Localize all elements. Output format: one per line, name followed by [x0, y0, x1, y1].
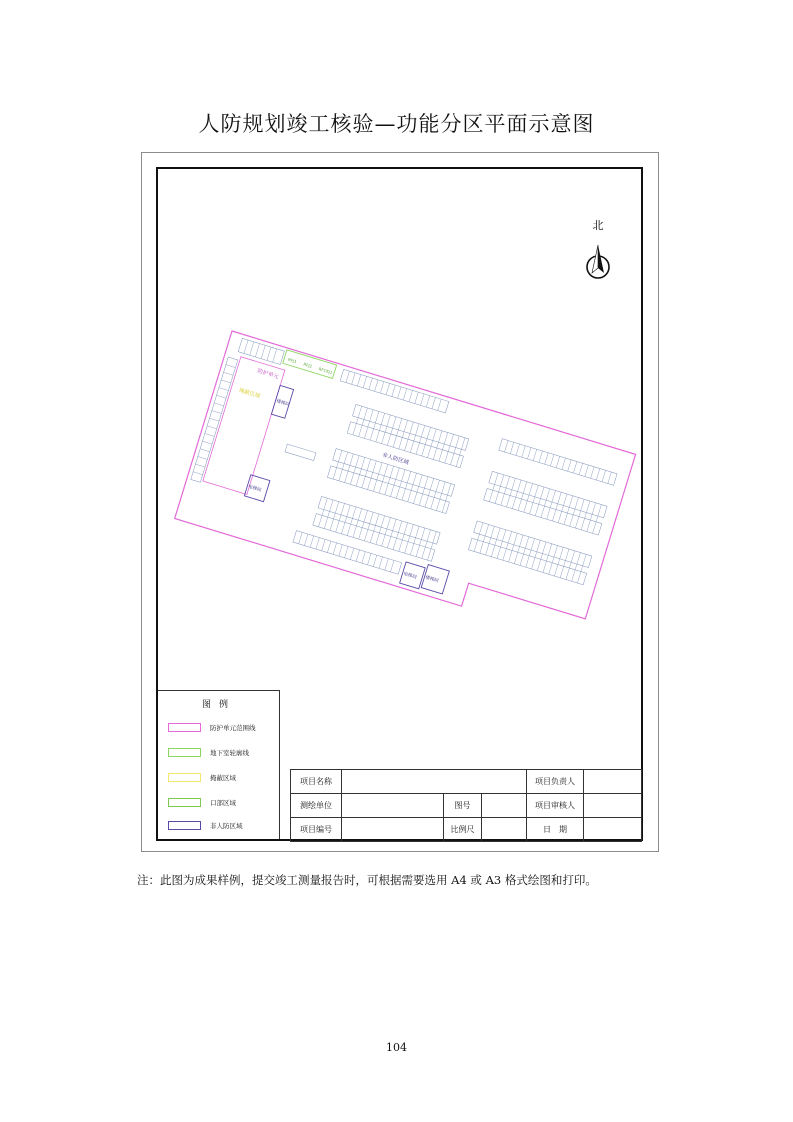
- room-rfj2-label: RFJ2: [302, 361, 313, 369]
- north-label: 北: [592, 219, 604, 232]
- footnote: 注：此图为成果样例，提交竣工测量报告时，可根据需要选用 A4 或 A3 格式绘图和打印。: [137, 873, 597, 887]
- project-no-value: [342, 818, 444, 842]
- protection-unit-boundary: [175, 331, 636, 642]
- legend-item: [168, 721, 256, 733]
- building-outline: [175, 331, 636, 642]
- room-rfj1-label: RFJ1: [287, 356, 298, 365]
- protection-unit-label: 防护单元: [256, 368, 280, 381]
- non-civil-defense-swatch: [168, 821, 201, 830]
- elevator-1-label: 电梯间: [247, 484, 262, 494]
- legend-label: 地下室轮廓线: [210, 748, 249, 757]
- reviewer-label: 项目审核人: [527, 794, 584, 818]
- floor-plan: [158, 169, 641, 689]
- page-number: 104: [386, 1041, 407, 1054]
- entrance-zone-swatch: [168, 798, 201, 807]
- stairwell-2-label: 楼梯间: [424, 575, 439, 585]
- page-title: 人防规划竣工核验—功能分区平面示意图: [198, 112, 595, 136]
- shelter-zone-swatch: [168, 773, 201, 782]
- room-rfckj1-label: RFCKJ1: [318, 366, 334, 376]
- legend-item: [168, 746, 249, 758]
- parking-rows: [182, 336, 623, 627]
- legend-item: [168, 771, 236, 783]
- project-name-label: 项目名称: [291, 770, 342, 794]
- scale-value: [482, 818, 527, 842]
- drawing-no-value: [482, 794, 527, 818]
- title-block: [290, 769, 642, 842]
- non-civil-defense-label: 非人防区域: [381, 452, 410, 467]
- project-name-value: [342, 770, 527, 794]
- date-value: [584, 818, 642, 842]
- legend-label: 掩蔽区域: [210, 773, 236, 782]
- reviewer-value: [584, 794, 642, 818]
- survey-unit-label: 测绘单位: [291, 794, 342, 818]
- date-label: 日 期: [527, 818, 584, 842]
- project-no-label: 项目编号: [291, 818, 342, 842]
- survey-unit-value: [342, 794, 444, 818]
- drawing-no-label: 图号: [444, 794, 482, 818]
- legend-label: 口部区域: [210, 798, 236, 807]
- legend-label: 防护单元范围线: [210, 723, 256, 732]
- legend-title: 图例: [201, 700, 236, 710]
- elevator-2-label: 电梯间: [402, 571, 418, 581]
- legend-item: [168, 796, 236, 808]
- project-lead-value: [584, 770, 642, 794]
- project-lead-label: 项目负责人: [527, 770, 584, 794]
- protection-unit-swatch: [168, 723, 201, 732]
- stairwell-1-label: 楼梯间: [275, 399, 290, 408]
- legend: [158, 690, 280, 839]
- scale-label: 比例尺: [444, 818, 482, 842]
- basement-outline-swatch: [168, 748, 201, 757]
- legend-label: 非人防区域: [210, 821, 243, 830]
- shelter-zone-label: 掩蔽区域: [237, 387, 261, 400]
- legend-item: [168, 819, 243, 831]
- north-arrow-icon: [587, 219, 609, 278]
